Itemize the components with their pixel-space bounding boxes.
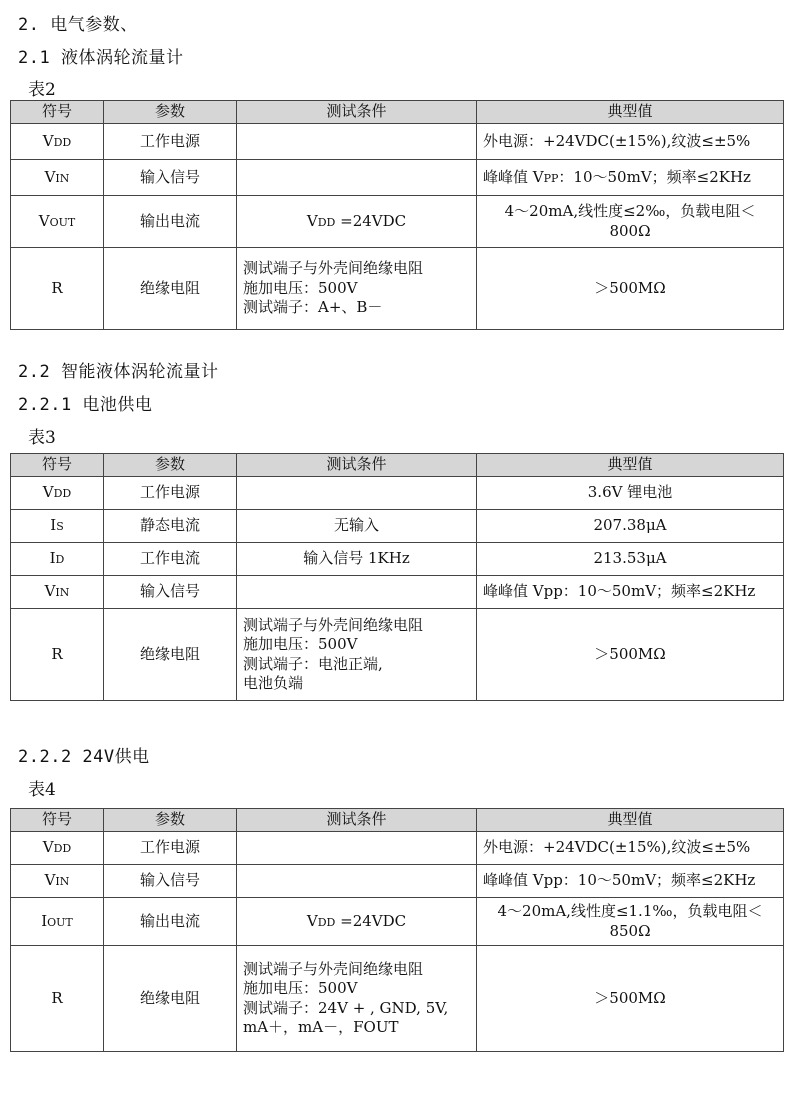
symbol-cell: R bbox=[11, 609, 104, 701]
header-typical-value: 典型值 bbox=[477, 101, 784, 124]
symbol-cell: VIN bbox=[11, 865, 104, 898]
parameter-cell: 工作电源 bbox=[104, 832, 237, 865]
condition-cell bbox=[237, 477, 477, 510]
condition-cell bbox=[237, 124, 477, 160]
value-cell: 峰峰值 Vpp：10～50mV；频率≤2KHz bbox=[477, 865, 784, 898]
value-cell: 4～20mA,线性度≤1.1‰，负载电阻＜ 850Ω bbox=[477, 898, 784, 946]
header-typical-value: 典型值 bbox=[477, 454, 784, 477]
parameter-cell: 输出电流 bbox=[104, 898, 237, 946]
parameter-cell: 输入信号 bbox=[104, 865, 237, 898]
table-header-row bbox=[11, 809, 784, 832]
symbol-cell: VIN bbox=[11, 160, 104, 196]
section-heading-2-2-1: 2.2.1 电池供电 bbox=[18, 395, 153, 415]
parameter-cell: 工作电源 bbox=[104, 124, 237, 160]
header-test-condition: 测试条件 bbox=[237, 454, 477, 477]
value-cell: 207.38μA bbox=[477, 510, 784, 543]
table-2-label: 表2 bbox=[28, 80, 56, 100]
symbol-cell: R bbox=[11, 248, 104, 330]
value-cell: ＞500MΩ bbox=[477, 946, 784, 1052]
table-row bbox=[11, 477, 784, 510]
value-cell: ＞500MΩ bbox=[477, 248, 784, 330]
value-cell: 213.53μA bbox=[477, 543, 784, 576]
symbol-cell: R bbox=[11, 946, 104, 1052]
value-cell: ＞500MΩ bbox=[477, 609, 784, 701]
header-typical-value: 典型值 bbox=[477, 809, 784, 832]
symbol-cell: IOUT bbox=[11, 898, 104, 946]
parameter-cell: 绝缘电阻 bbox=[104, 248, 237, 330]
symbol-cell: ID bbox=[11, 543, 104, 576]
symbol-cell: VOUT bbox=[11, 196, 104, 248]
symbol-cell: VDD bbox=[11, 832, 104, 865]
table-row bbox=[11, 160, 784, 196]
symbol-cell: IS bbox=[11, 510, 104, 543]
header-parameter: 参数 bbox=[104, 454, 237, 477]
value-cell: 外电源：+24VDC(±15%),纹波≤±5% bbox=[477, 124, 784, 160]
table-row bbox=[11, 510, 784, 543]
table-row bbox=[11, 832, 784, 865]
parameter-cell: 输入信号 bbox=[104, 576, 237, 609]
table-row bbox=[11, 196, 784, 248]
header-test-condition: 测试条件 bbox=[237, 101, 477, 124]
header-symbol: 符号 bbox=[11, 101, 104, 124]
table-4-label: 表4 bbox=[28, 780, 56, 800]
condition-cell: 测试端子与外壳间绝缘电阻 施加电压：500V 测试端子：24V + , GND, 5V, mA＋，mA－，FOUT bbox=[237, 946, 477, 1052]
section-heading-2-2-2: 2.2.2 24V供电 bbox=[18, 747, 150, 767]
value-cell: 4～20mA,线性度≤2‰，负载电阻＜ 800Ω bbox=[477, 196, 784, 248]
table-header-row bbox=[11, 454, 784, 477]
header-symbol: 符号 bbox=[11, 454, 104, 477]
table-row bbox=[11, 124, 784, 160]
table-row bbox=[11, 543, 784, 576]
header-symbol: 符号 bbox=[11, 809, 104, 832]
value-cell: 峰峰值 VPP：10～50mV；频率≤2KHz bbox=[477, 160, 784, 196]
header-parameter: 参数 bbox=[104, 101, 237, 124]
condition-cell bbox=[237, 865, 477, 898]
symbol-cell: VDD bbox=[11, 124, 104, 160]
header-test-condition: 测试条件 bbox=[237, 809, 477, 832]
condition-cell: 测试端子与外壳间绝缘电阻 施加电压：500V 测试端子：A+、B－ bbox=[237, 248, 477, 330]
condition-cell: 输入信号 1KHz bbox=[237, 543, 477, 576]
parameter-cell: 输出电流 bbox=[104, 196, 237, 248]
value-cell: 3.6V 锂电池 bbox=[477, 477, 784, 510]
header-parameter: 参数 bbox=[104, 809, 237, 832]
parameter-cell: 静态电流 bbox=[104, 510, 237, 543]
parameter-cell: 绝缘电阻 bbox=[104, 946, 237, 1052]
table-row bbox=[11, 609, 784, 701]
table-4 bbox=[10, 808, 784, 1052]
table-row bbox=[11, 248, 784, 330]
value-cell: 峰峰值 Vpp：10～50mV；频率≤2KHz bbox=[477, 576, 784, 609]
parameter-cell: 输入信号 bbox=[104, 160, 237, 196]
table-row bbox=[11, 898, 784, 946]
table-3-label: 表3 bbox=[28, 428, 56, 448]
condition-cell: 测试端子与外壳间绝缘电阻 施加电压：500V 测试端子：电池正端, 电池负端 bbox=[237, 609, 477, 701]
condition-cell bbox=[237, 576, 477, 609]
condition-cell: VDD =24VDC bbox=[237, 898, 477, 946]
parameter-cell: 工作电源 bbox=[104, 477, 237, 510]
section-heading-2-1: 2.1 液体涡轮流量计 bbox=[18, 48, 184, 68]
symbol-cell: VDD bbox=[11, 477, 104, 510]
table-header-row bbox=[11, 101, 784, 124]
condition-cell bbox=[237, 160, 477, 196]
section-heading-2: 2. 电气参数、 bbox=[18, 15, 138, 35]
section-heading-2-2: 2.2 智能液体涡轮流量计 bbox=[18, 362, 219, 382]
parameter-cell: 工作电流 bbox=[104, 543, 237, 576]
symbol-cell: VIN bbox=[11, 576, 104, 609]
table-row bbox=[11, 865, 784, 898]
table-row bbox=[11, 576, 784, 609]
condition-cell: 无输入 bbox=[237, 510, 477, 543]
table-row bbox=[11, 946, 784, 1052]
value-cell: 外电源：+24VDC(±15%),纹波≤±5% bbox=[477, 832, 784, 865]
condition-cell bbox=[237, 832, 477, 865]
table-3 bbox=[10, 453, 784, 701]
parameter-cell: 绝缘电阻 bbox=[104, 609, 237, 701]
table-2 bbox=[10, 100, 784, 330]
condition-cell: VDD =24VDC bbox=[237, 196, 477, 248]
